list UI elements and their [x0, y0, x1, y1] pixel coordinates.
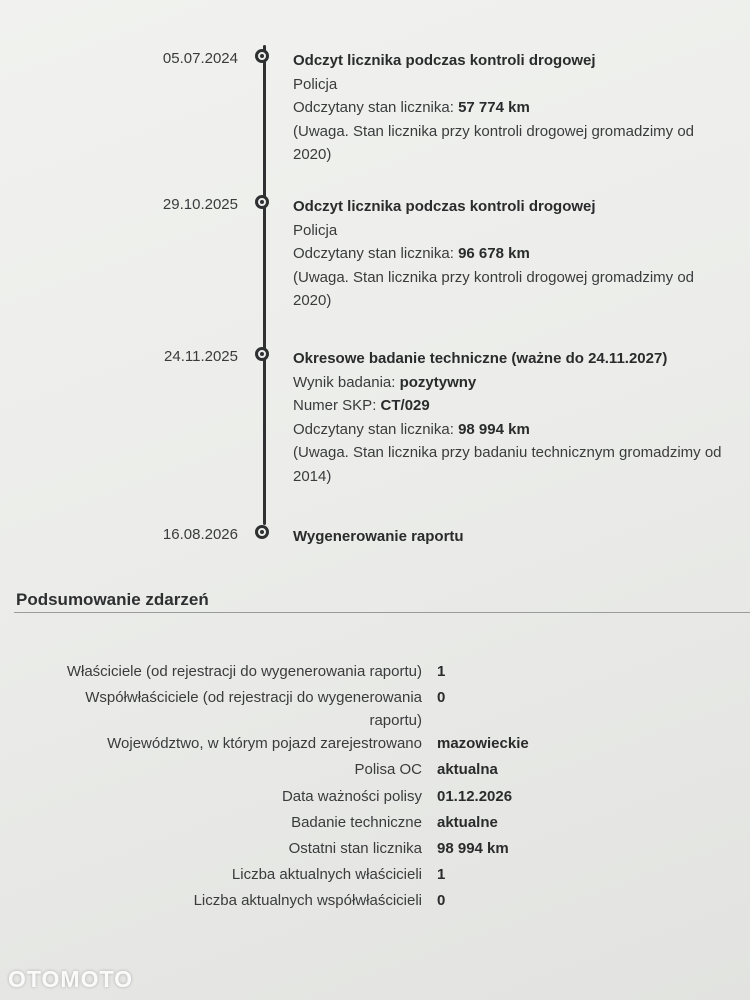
summary-value: aktualna: [437, 761, 498, 778]
event-reading: [293, 418, 738, 442]
event-note: (Uwaga. Stan licznika przy badaniu technicznym gromadzimy od: [293, 444, 722, 461]
event-result: [293, 371, 738, 395]
event-body: [293, 49, 738, 167]
event-title: Okresowe badanie techniczne (ważne do 24.11.2027): [293, 350, 668, 367]
summary-label: Polisa OC: [354, 761, 422, 778]
summary-value: 98 994 km: [437, 840, 509, 857]
event-body: [293, 347, 738, 488]
timeline-dot-icon: [255, 195, 269, 209]
event-title: Odczyt licznika podczas kontroli drogowej: [293, 198, 596, 215]
event-note: (Uwaga. Stan licznika przy kontroli drogowej gromadzimy od: [293, 122, 695, 140]
summary-value: 0: [437, 892, 446, 909]
event-source: Policja: [293, 221, 338, 239]
event-date: 16.08.2026: [162, 526, 238, 543]
timeline-line: [263, 45, 266, 525]
event-note-cont: 2014): [293, 467, 332, 485]
event-note-cont: 2020): [293, 146, 332, 163]
summary-label: Liczba aktualnych właścicieli: [231, 866, 422, 883]
summary-label-line: raportu): [369, 712, 422, 729]
summary-label: Liczba aktualnych współwłaścicieli: [193, 892, 422, 909]
otomoto-watermark-logo: OTOMOTO: [8, 966, 133, 992]
summary-value: aktualne: [437, 814, 498, 831]
timeline-dot-icon: [255, 525, 269, 539]
reading-value: 98 994 km: [458, 420, 530, 438]
event-date: 24.11.2025: [164, 348, 238, 365]
summary-value: 1: [437, 663, 446, 680]
reading-label: Odczytany stan licznika:: [293, 99, 454, 116]
reading-label: Odczytany stan licznika:: [293, 245, 454, 262]
event-source: Policja: [293, 75, 338, 93]
summary-label-line: Współwłaściciele (od rejestracji do wygenerowania: [85, 689, 422, 706]
event-reading: [293, 96, 738, 120]
summary-label: Województwo, w którym pojazd zarejestrowano: [107, 735, 422, 752]
result-value: pozytywny: [399, 373, 477, 391]
reading-value: 96 678 km: [458, 245, 530, 262]
summary-label: Ostatni stan licznika: [288, 840, 422, 857]
skp-value: CT/029: [380, 397, 430, 414]
summary-value: 1: [437, 866, 446, 883]
event-body: [293, 525, 738, 549]
event-date: 05.07.2024: [162, 50, 238, 67]
summary-label: Data ważności polisy: [281, 788, 422, 805]
summary-divider: [14, 612, 750, 613]
event-reading: [293, 242, 738, 266]
event-date: 29.10.2025: [162, 196, 238, 213]
summary-label: Właściciele (od rejestracji do wygenerowania raportu): [66, 663, 422, 680]
summary-label: Badanie techniczne: [291, 814, 422, 831]
reading-label: Odczytany stan licznika:: [293, 420, 454, 438]
event-note: (Uwaga. Stan licznika przy kontroli drogowej gromadzimy od: [293, 268, 695, 286]
event-title: Wygenerowanie raportu: [293, 528, 464, 545]
summary-heading: Podsumowanie zdarzeń: [16, 590, 209, 609]
timeline-dot-icon: [255, 49, 269, 63]
event-title: Odczyt licznika podczas kontroli drogowej: [293, 52, 596, 69]
summary-value: 01.12.2026: [437, 788, 513, 805]
summary-value: mazowieckie: [437, 735, 529, 752]
reading-value: 57 774 km: [458, 99, 530, 116]
event-note-cont: 2020): [293, 292, 332, 309]
event-body: [293, 195, 738, 313]
skp-label: Numer SKP:: [293, 397, 377, 414]
summary-value: 0: [437, 689, 446, 706]
summary-label: [22, 686, 422, 732]
result-label: Wynik badania:: [293, 373, 396, 391]
event-skp: [293, 394, 738, 418]
timeline-dot-icon: [255, 347, 269, 361]
